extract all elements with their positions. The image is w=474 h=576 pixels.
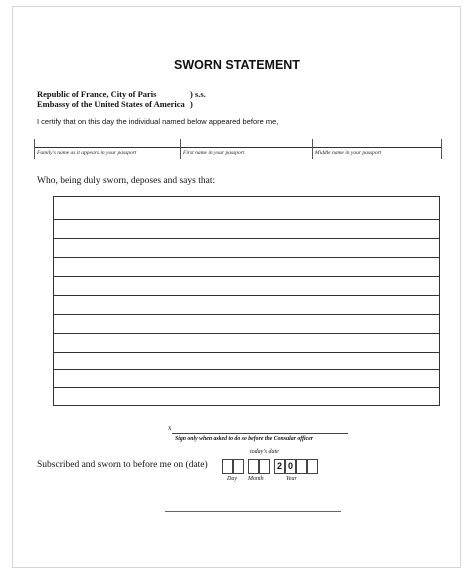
signature-x-mark: x bbox=[168, 424, 172, 432]
name-field-divider bbox=[34, 139, 35, 159]
deposes-statement: Who, being duly sworn, deposes and says that: bbox=[37, 176, 216, 186]
date-day-box-1[interactable] bbox=[222, 459, 233, 474]
name-field-divider bbox=[180, 139, 181, 159]
statement-line bbox=[54, 219, 439, 220]
first-name-caption: First name in your passport bbox=[183, 150, 245, 156]
document-title: SWORN STATEMENT bbox=[174, 58, 300, 72]
date-caption: today's date bbox=[250, 449, 279, 455]
date-month-box-1[interactable] bbox=[248, 459, 259, 474]
statement-line bbox=[54, 276, 439, 277]
header-bracket-mark: ) bbox=[190, 99, 193, 109]
date-year-label: Year bbox=[286, 476, 297, 482]
statement-line bbox=[54, 352, 439, 353]
date-month-label: Month bbox=[248, 476, 264, 482]
subscribed-statement: Subscribed and sworn to before me on (date) bbox=[37, 460, 208, 470]
date-day-label: Day bbox=[227, 476, 237, 482]
date-year-box-1[interactable]: 2 bbox=[274, 459, 285, 474]
statement-line bbox=[54, 257, 439, 258]
header-embassy: Embassy of the United States of America bbox=[37, 99, 185, 109]
statement-line bbox=[54, 369, 439, 370]
date-year-box-3[interactable] bbox=[296, 459, 307, 474]
statement-line bbox=[54, 314, 439, 315]
name-field-divider bbox=[441, 139, 442, 159]
family-name-line[interactable] bbox=[34, 147, 180, 148]
signature-line[interactable] bbox=[172, 433, 348, 434]
date-day-box-2[interactable] bbox=[233, 459, 244, 474]
middle-name-line[interactable] bbox=[312, 147, 442, 148]
first-name-line[interactable] bbox=[180, 147, 312, 148]
statement-line bbox=[54, 333, 439, 334]
date-year-box-4[interactable] bbox=[307, 459, 318, 474]
date-month-box-2[interactable] bbox=[259, 459, 270, 474]
statement-lines-box[interactable] bbox=[53, 196, 440, 406]
statement-line bbox=[54, 238, 439, 239]
header-ss-mark: ) s.s. bbox=[190, 89, 206, 99]
consular-signature-line[interactable] bbox=[165, 511, 341, 512]
header-location: Republic of France, City of Paris bbox=[37, 89, 157, 99]
statement-line bbox=[54, 295, 439, 296]
family-name-caption: Family's name as it appears in your passport bbox=[37, 150, 137, 156]
name-field-divider bbox=[312, 139, 313, 159]
signature-caption: Sign only when asked to do so before the Consular officer bbox=[175, 436, 314, 442]
certify-statement: I certify that on this day the individual named below appeared before me, bbox=[37, 117, 279, 126]
statement-line bbox=[54, 387, 439, 388]
middle-name-caption: Middle name in your passport bbox=[315, 150, 382, 156]
date-year-box-2[interactable]: 0 bbox=[285, 459, 296, 474]
